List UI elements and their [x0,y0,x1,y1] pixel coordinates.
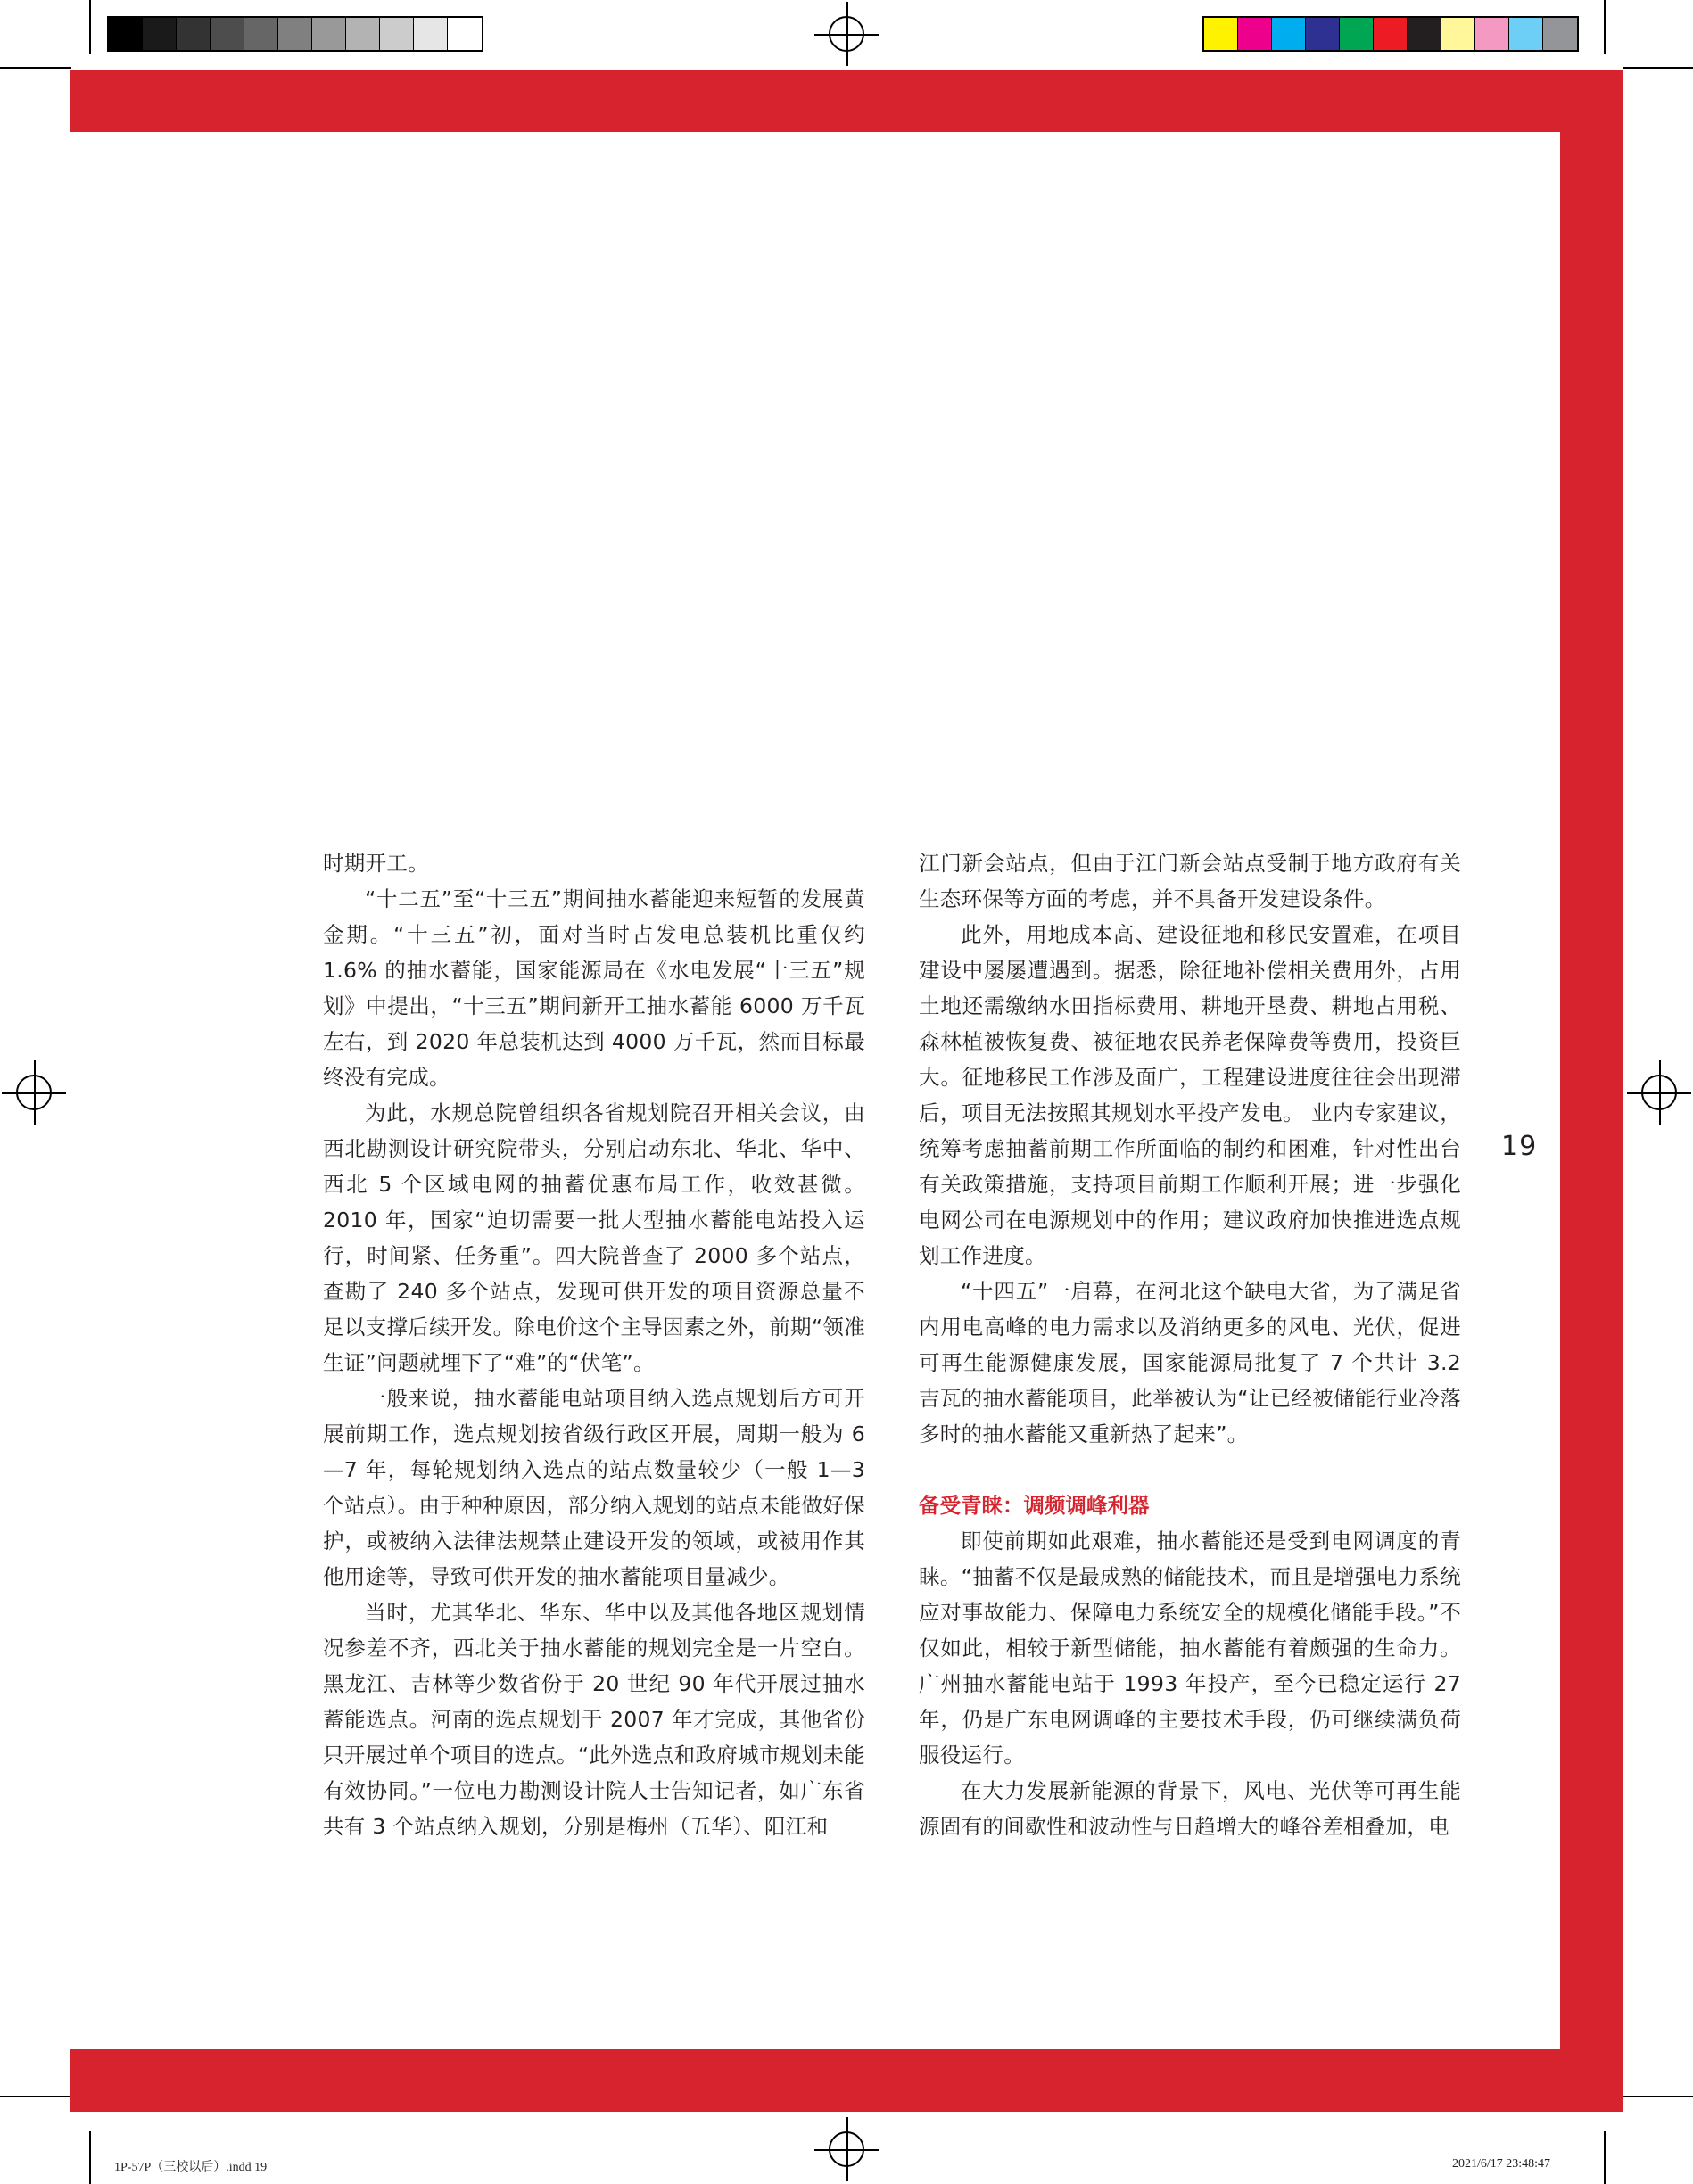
color-swatch [1340,18,1374,50]
color-swatch [414,18,448,50]
registration-mark-bottom [829,2131,864,2167]
section-spacer [919,1452,1461,1488]
color-swatch [1441,18,1475,50]
color-swatch [1238,18,1272,50]
color-swatch [1543,18,1577,50]
paragraph: 此外，用地成本高、建设征地和移民安置难，在项目建设中屡屡遭遇到。据悉，除征地补偿相关费用外，占用土地还需缴纳水田指标费用、耕地开垦费、耕地占用税、森林植被恢复费、被征地农民养老保障费等费用，投资巨大。征地移民工作涉及面广，工程建设进度往往会出现滞后，项目无法按照其规划水平投产发电。 业内专家建议，统筹考虑抽蓄前期工作所面临的制约和困难，针对性出台有关政策措施，支持项目前期工作顺利开展；进一步强化电网公司在电源规划中的作用；建议政府加快推进选点规划工作进度。 [919,922,1461,1268]
process-color-bar [1202,16,1579,52]
left-column [323,845,865,1844]
color-swatch [244,18,278,50]
color-swatch [1204,18,1238,50]
slug-file-info: 1P-57P（三校以后）.indd 19 [114,2161,268,2174]
color-swatch [278,18,312,50]
section-heading: 备受青睐：调频调峰利器 [919,1493,1150,1518]
page-number: 19 [1501,1131,1538,1162]
paragraph: 即使前期如此艰难，抽水蓄能还是受到电网调度的青睐。“抽蓄不仅是最成熟的储能技术，而且是增强电力系统应对事故能力、保障电力系统安全的规模化储能手段。”不仅如此，相较于新型储能，抽水蓄能有着颇强的生命力。广州抽水蓄能电站于 1993 年投产，至今已稳定运行 27 年，仍是广东电网调峰的主要技术手段，仍可继续满负荷服役运行。 [919,1529,1461,1768]
paragraph: 当时，尤其华北、华东、华中以及其他各地区规划情况参差不齐，西北关于抽水蓄能的规划完全是一片空白。黑龙江、吉林等少数省份于 20 世纪 90 年代开展过抽水蓄能选点。河南的选点规划于 2007 年才完成，其他省份只开展过单个项目的选点。“此外选点和政府城市规划未能有效协同。”一位电力勘测设计院人士告知记者，如广东省共有 3 个站点纳入规划，分别是梅州（五华）、阳江和 [323,1600,865,1839]
registration-mark-top [829,16,864,52]
paragraph: 江门新会站点，但由于江门新会站点受制于地方政府有关生态环保等方面的考虑，并不具备开发建设条件。 [919,851,1461,911]
red-frame-bottom [70,2049,1623,2112]
registration-mark-right [1641,1075,1677,1110]
color-swatch [1475,18,1509,50]
color-swatch [346,18,380,50]
right-column [919,845,1461,1844]
registration-mark-left [16,1075,52,1110]
paragraph: “十四五”一启幕，在河北这个缺电大省，为了满足省内用电高峰的电力需求以及消纳更多的风电、光伏，促进可再生能源健康发展，国家能源局批复了 7 个共计 3.2 吉瓦的抽水蓄能项目，此举被认为“让已经被储能行业冷落多时的抽水蓄能又重新热了起来”。 [919,1279,1461,1446]
color-swatch [448,18,482,50]
color-swatch [1272,18,1306,50]
red-frame-top [70,70,1623,132]
paragraph: 一般来说，抽水蓄能电站项目纳入选点规划后方可开展前期工作，选点规划按省级行政区开展，周期一般为 6—7 年，每轮规划纳入选点的站点数量较少（一般 1—3 个站点）。由于种种原因，部分纳入规划的站点未能做好保护，或被纳入法律法规禁止建设开发的领域，或被用作其他用途等，导致可供开发的抽水蓄能项目量减少。 [323,1386,865,1589]
color-swatch [312,18,346,50]
grayscale-color-bar [107,16,483,52]
color-swatch [380,18,414,50]
paragraph: 在大力发展新能源的背景下，风电、光伏等可再生能源固有的间歇性和波动性与日趋增大的峰谷差相叠加，电 [919,1778,1461,1839]
slug-timestamp: 2021/6/17 23:48:47 [1452,2157,1551,2171]
color-swatch [1408,18,1441,50]
color-swatch [143,18,177,50]
paragraph: “十二五”至“十三五”期间抽水蓄能迎来短暂的发展黄金期。“十三五”初，面对当时占发电总装机比重仅约 1.6% 的抽水蓄能，国家能源局在《水电发展“十三五”规划》中提出，“十三五”期间新开工抽水蓄能 6000 万千瓦左右，到 2020 年总装机达到 4000 万千瓦，然而目标最终没有完成。 [323,886,865,1090]
color-swatch [1374,18,1408,50]
color-swatch [1306,18,1340,50]
red-frame-right [1560,70,1623,2112]
color-swatch [1509,18,1543,50]
color-swatch [109,18,143,50]
color-swatch [211,18,244,50]
color-swatch [177,18,211,50]
paragraph: 时期开工。 [323,851,429,876]
paragraph: 为此，水规总院曾组织各省规划院召开相关会议，由西北勘测设计研究院带头，分别启动东北、华北、华中、西北 5 个区域电网的抽蓄优惠布局工作，收效甚微。2010 年，国家“迫切需要一批大型抽水蓄能电站投入运行，时间紧、任务重”。四大院普查了 2000 多个站点，查勘了 240 多个站点，发现可供开发的项目资源总量不足以支撑后续开发。除电价这个主导因素之外，前期“领准生证”问题就埋下了“难”的“伏笔”。 [323,1100,865,1375]
